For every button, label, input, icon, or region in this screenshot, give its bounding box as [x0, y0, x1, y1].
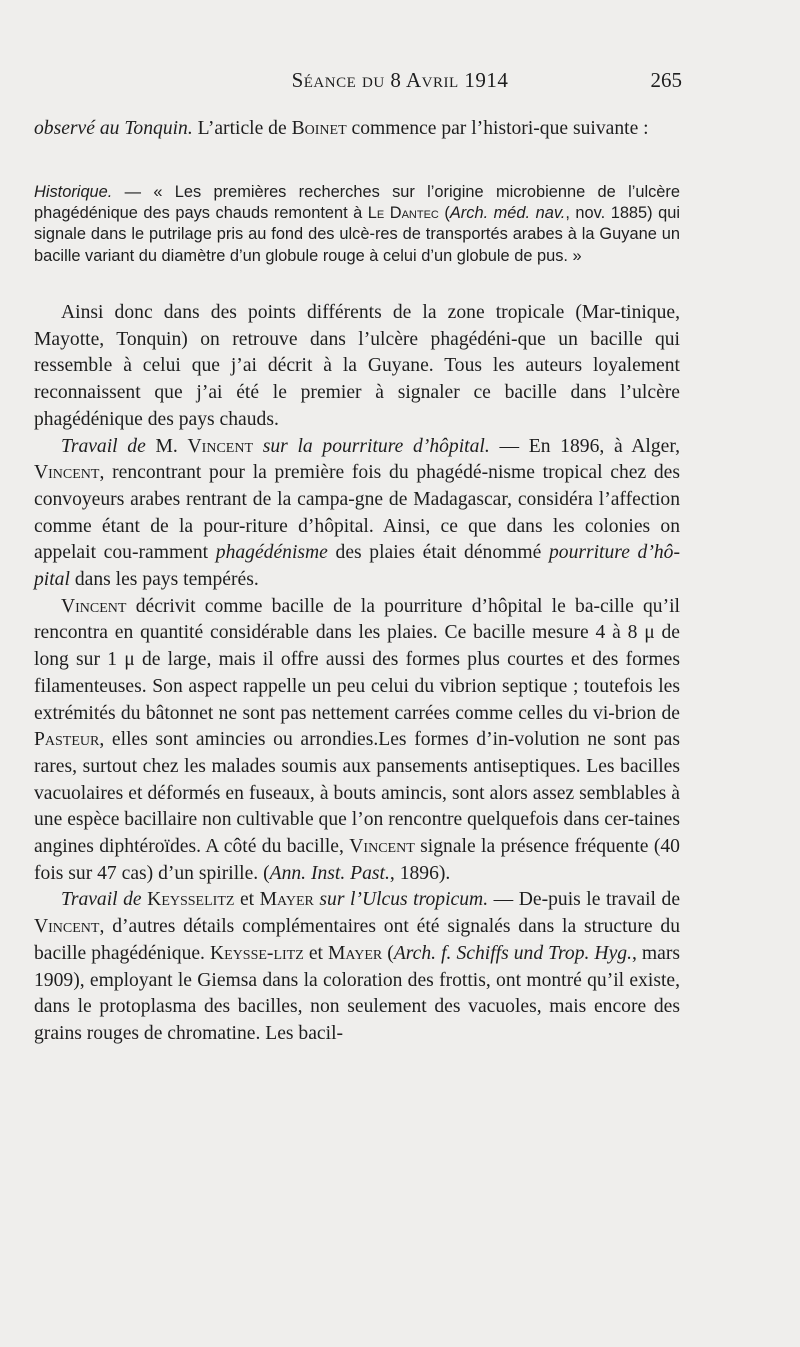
- paragraph-tropical-zone: Ainsi donc dans des points différents de la zone tropicale (Mar-tinique, Mayotte, Tonquin) on retrouve dans l’ulcère phagédéni-que un bacille qui ressemble à celui que j’ai décrit à la Guyane. Tous les auteurs loyalement reconnaissent que j’ai été le premier à signaler ce bacille dans l’ulcère phagédénique des pays chauds.: [34, 302, 680, 430]
- author-name: Vincent,: [34, 916, 105, 938]
- term: pourriture d’hô-pital: [34, 542, 680, 591]
- running-title: Séance du 8 Avril 1914: [291, 68, 509, 92]
- paragraph-vincent-work: Travail de M. Vincent sur la pourriture d’hôpital. — En 1896, à Alger, Vincent, rencontrant pour la première fois du phagédé-nisme tropical chez des convoyeurs arabes rentrant de la campa-gne de Madagascar, considéra l’affection comme étant de la pour-riture d’hôpital. Ainsi, ce que dans les colonies on appelait cou-ramment phagédénisme des plaies était dénommé pourriture d’hô-pital dans les pays tempérés.: [34, 435, 680, 591]
- author-name: Vincent: [349, 836, 415, 858]
- paragraph-keysselitz-mayer: Travail de Keysselitz et Mayer sur l’Ulcus tropicum. — De-puis le travail de Vincent, d’autres détails complémentaires ont été signalés dans la structure du bacille phagédénique. Keysse-litz et Mayer (Arch. f. Schiffs und Trop. Hyg., mars 1909), employant le Giemsa dans la coloration des frottis, ont montré qu’il existe, dans le protoplasma des bacilles, non seulement des vacuoles, mais encore des grains rouges de chromatine. Les bacil-: [34, 889, 681, 1044]
- author-name: Keysselitz: [147, 889, 235, 911]
- author-name: Vincent,: [34, 462, 105, 484]
- place-reference: observé au Tonquin.: [34, 118, 193, 139]
- historical-quote: Historique. — « Les premières recherches sur l’origine microbienne de l’ulcère phagédénique des pays chauds remontent à Le Dantec (Arch. méd. nav., nov. 1885) qui signale dans le putrilage pris au fond des ulcè-res de transportés arabes à la Guyane un bacille variant du diamètre d’un globule rouge à celui d’un globule de pus. »: [34, 183, 681, 265]
- author-name: Keysse-litz: [210, 942, 304, 964]
- author-name: Vincent: [61, 595, 127, 617]
- author-name: Le Dantec: [367, 204, 439, 223]
- opening-paragraph: [34, 116, 680, 143]
- section-heading: Travail de: [61, 435, 146, 457]
- page-number: 265: [650, 68, 682, 92]
- section-heading: Travail de: [61, 889, 142, 911]
- section-heading: sur la pourriture d’hôpital.: [262, 435, 490, 457]
- author-name: Boinet: [291, 118, 347, 139]
- section-heading: sur l’Ulcus tropicum.: [319, 889, 489, 911]
- paragraph-bacillus-description: Vincent décrivit comme bacille de la pourriture d’hôpital le ba-cille qu’il rencontra en quantité considérable dans les plaies. Ce bacille mesure 4 à 8 μ de long sur 1 μ de large, mais il offre aussi des formes plus courtes et des formes filamenteuses. Son aspect rappelle un peu celui du vibrion septique ; toutefois les extrémités du bâtonnet ne sont pas nettement carrées comme celles du vi-brion de Pasteur, elles sont amincies ou arrondies.Les formes d’in-volution ne sont pas rares, surtout chez les malades soumis aux pansements antiseptiques. Les bacilles vacuolaires et déformés en fuseaux, à bouts amincis, sont alors assez semblables à une espèce bacillaire non cultivable que l’on rencontre quelquefois dans cer-taines angines diphtéroïdes. A côté du bacille, Vincent signale la présence fréquente (40 fois sur 47 cas) d’un spirille. (Ann. Inst. Past., 1896).: [34, 595, 680, 884]
- journal-reference: Arch. méd. nav.: [449, 204, 566, 223]
- author-name: Pasteur,: [34, 729, 105, 751]
- quote-label: Historique.: [34, 183, 113, 201]
- journal-reference: Ann. Inst. Past.: [269, 862, 390, 884]
- body-text: [34, 300, 680, 1048]
- running-head: [0, 68, 800, 98]
- author-name: Vincent: [187, 435, 254, 457]
- author-name: Mayer: [328, 942, 383, 964]
- paragraph-continuation: observé au Tonquin. L’article de Boinet commence par l’histori-que suivante :: [34, 118, 649, 139]
- term: phagédénisme: [215, 542, 328, 564]
- author-name: Mayer: [259, 889, 314, 911]
- journal-reference: Arch. f. Schiffs und Trop. Hyg.: [393, 942, 632, 964]
